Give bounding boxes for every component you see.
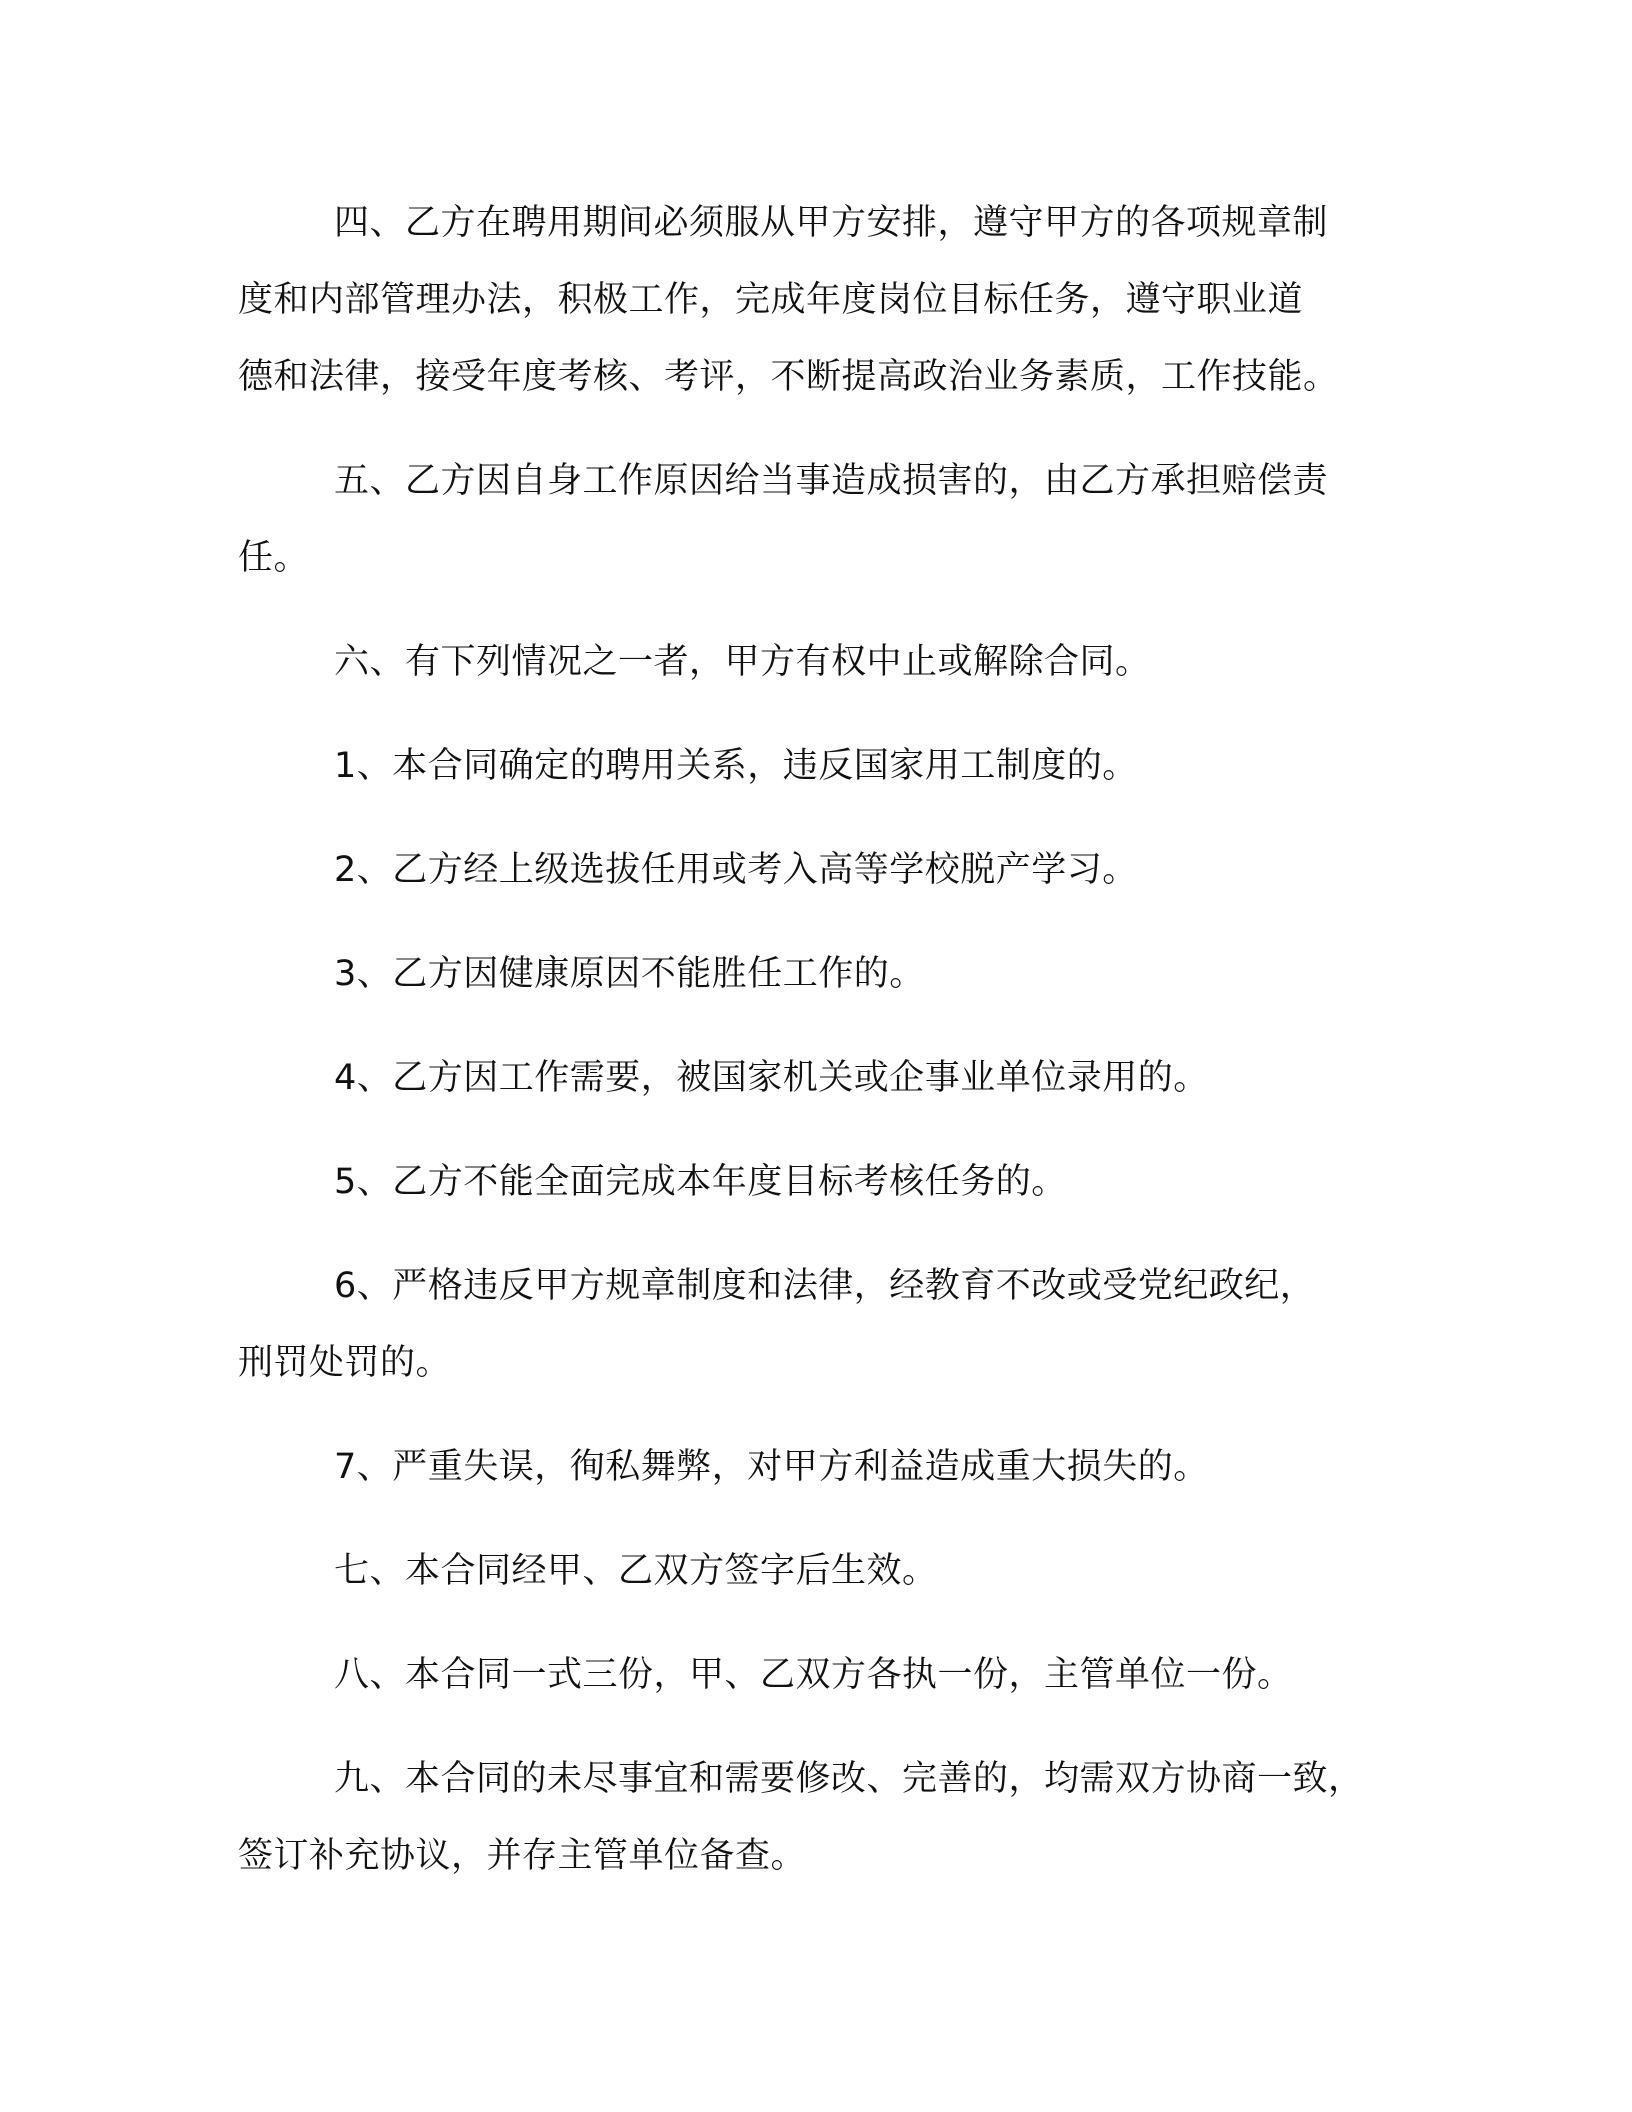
clause-6-item-6-line-2: 刑罚处罚的。 [238,1343,452,1383]
clause-6-item-6 [238,1248,1398,1402]
clause-6-item-2-line-1: 2、乙方经上级选拔任用或考入高等学校脱产学习。 [334,850,1138,890]
clause-6-item-4-line-1: 4、乙方因工作需要，被国家机关或企事业单位录用的。 [334,1058,1209,1098]
clause-6-item-7 [238,1429,1398,1506]
clause-9-line-1: 九、本合同的未尽事宜和需要修改、完善的，均需双方协商一致， [334,1759,1364,1799]
clause-6-item-2 [238,832,1398,909]
clause-6-item-3-line-1: 3、乙方因健康原因不能胜任工作的。 [334,954,925,994]
contract-text-body [238,185,1398,1922]
clause-4-line-3: 德和法律，接受年度考核、考评，不断提高政治业务素质，工作技能。 [238,357,1339,397]
clause-5-line-2: 任。 [238,538,310,578]
clause-8-line-1: 八、本合同一式三份，甲、乙双方各执一份，主管单位一份。 [334,1655,1293,1695]
clause-6-item-4 [238,1040,1398,1117]
clause-4-line-2: 度和内部管理办法，积极工作，完成年度岗位目标任务，遵守职业道 [238,280,1304,320]
clause-6-item-5-line-1: 5、乙方不能全面完成本年度目标考核任务的。 [334,1162,1067,1202]
clause-7-paragraph [238,1533,1398,1610]
clause-6-item-1 [238,728,1398,805]
clause-7-line-1: 七、本合同经甲、乙双方签字后生效。 [334,1551,938,1591]
clause-6-item-6-line-1: 6、严格违反甲方规章制度和法律，经教育不改或受党纪政纪， [334,1266,1316,1306]
clause-6-item-5 [238,1144,1398,1221]
clause-8-paragraph [238,1637,1398,1714]
clause-6-line-1: 六、有下列情况之一者，甲方有权中止或解除合同。 [334,642,1151,682]
clause-6-paragraph [238,624,1398,701]
clause-6-item-3 [238,936,1398,1013]
clause-5-line-1: 五、乙方因自身工作原因给当事造成损害的，由乙方承担赔偿责 [334,461,1329,501]
clause-6-item-7-line-1: 7、严重失误，徇私舞弊，对甲方利益造成重大损失的。 [334,1447,1209,1487]
clause-9-line-2: 签订补充协议，并存主管单位备查。 [238,1836,807,1876]
clause-4-line-1: 四、乙方在聘用期间必须服从甲方安排，遵守甲方的各项规章制 [334,203,1329,243]
clause-9-paragraph [238,1741,1398,1895]
clause-6-item-1-line-1: 1、本合同确定的聘用关系，违反国家用工制度的。 [334,746,1138,786]
clause-4-paragraph [238,185,1398,416]
clause-5-paragraph [238,443,1398,597]
